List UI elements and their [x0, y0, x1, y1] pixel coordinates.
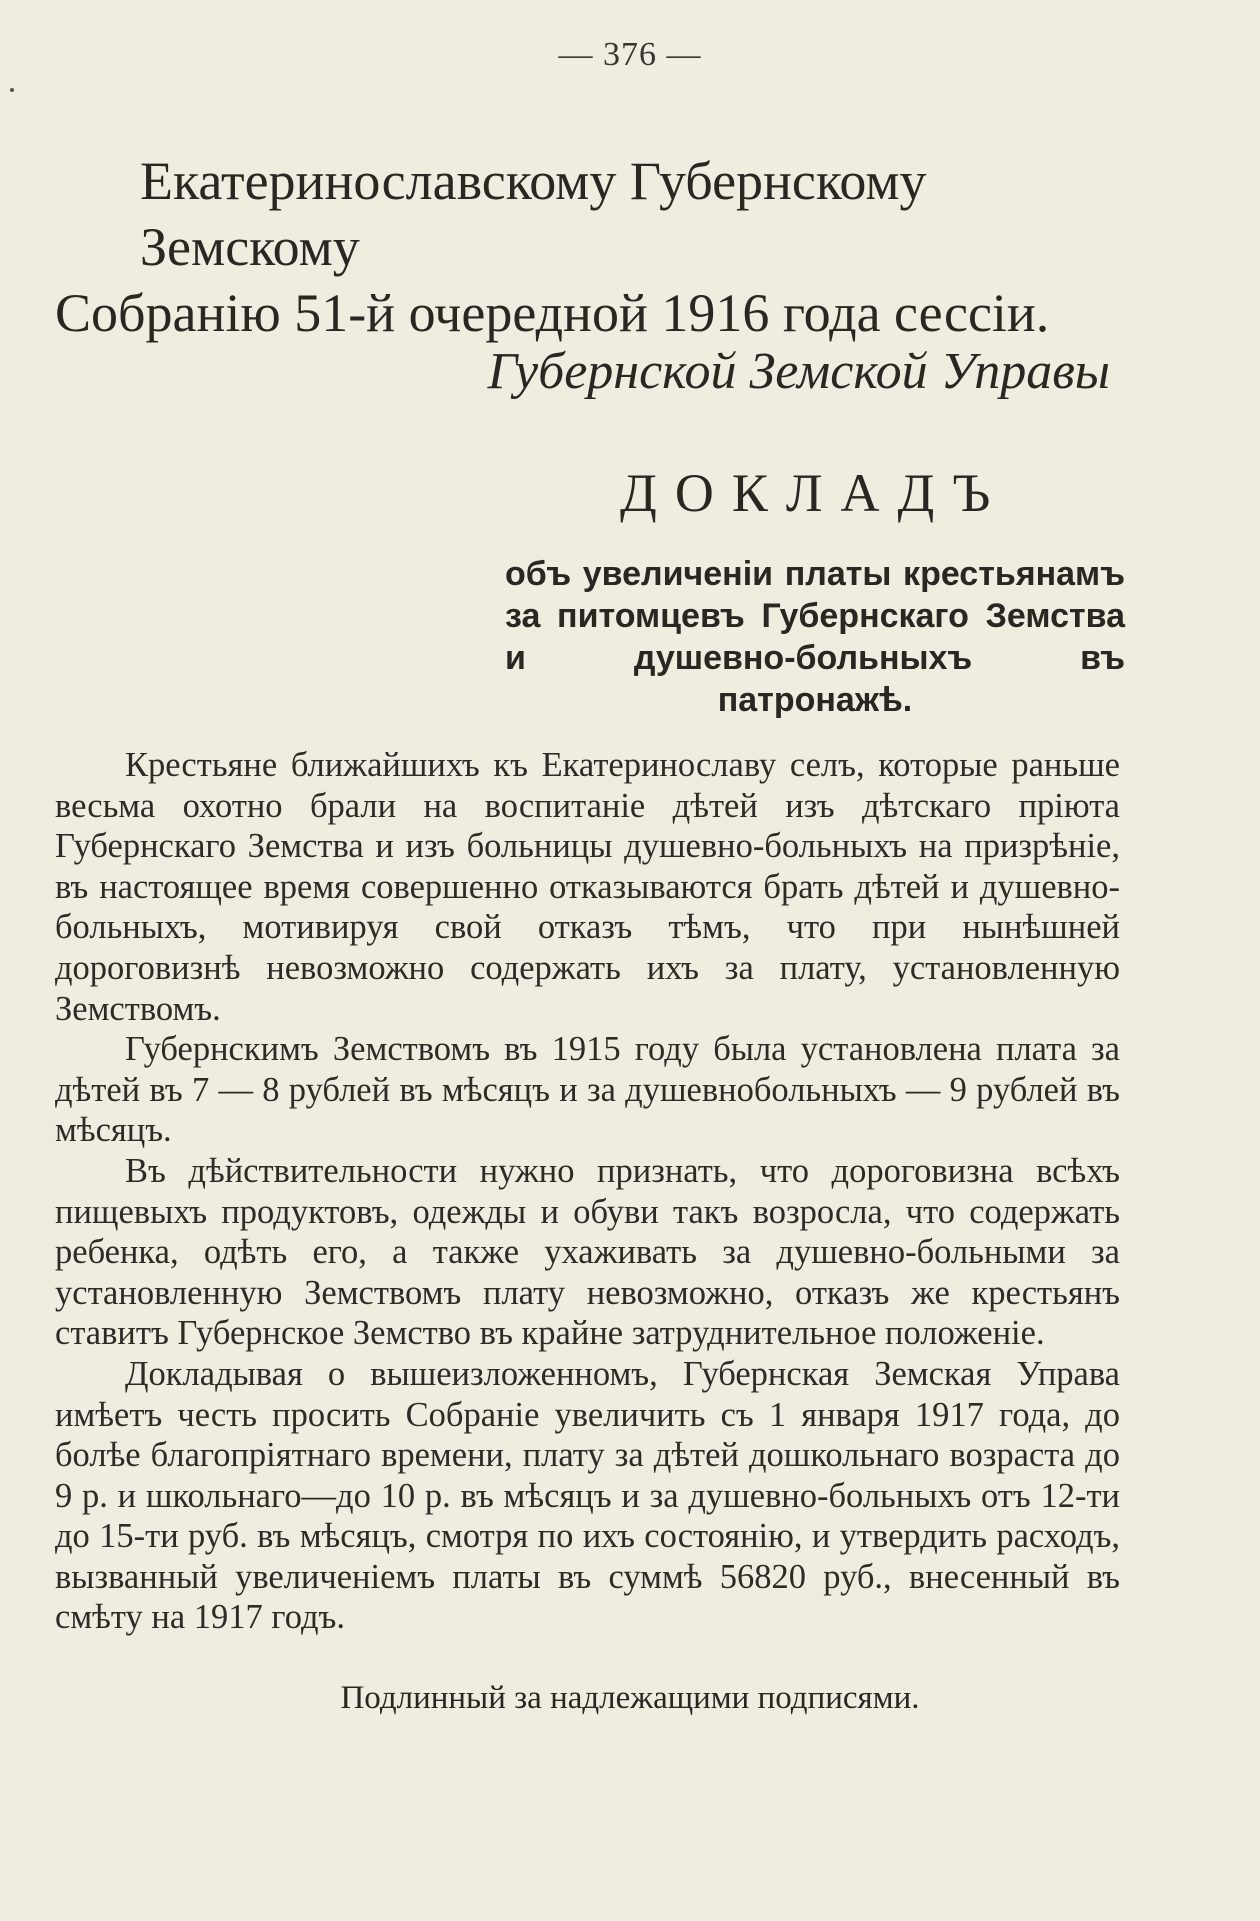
paragraph: Докладывая о вышеизложенномъ, Губернская Земская Управа имѣетъ честь просить Собраніе увеличить съ 1 января 1917 года, до болѣе благопріятнаго времени, плату за дѣтей дошкольнаго возраста до 9 р. и школьнаго—до 10 р. въ мѣсяцъ и за душевно-больныхъ отъ 12-ти до 15-ти руб. въ мѣсяцъ, смотря по ихъ состоянію, и утвердить расходъ, вызванный увеличеніемъ платы въ суммѣ 56820 руб., внесенный въ смѣту на 1917 годъ. — [55, 1354, 1120, 1637]
paragraph: Крестьяне ближайшихъ къ Екатеринославу селъ, которые раньше весьма охотно брали на воспитаніе дѣтей изъ дѣтскаго пріюта Губернскаго Земства и изъ больницы душевно-больныхъ на призрѣніе, въ настоящее время совершенно отказываются брать дѣтей и душевно-больныхъ, мотивируя свой отказъ тѣмъ, что при нынѣшней дороговизнѣ невозможно содержать ихъ за плату, установленную Земствомъ. — [55, 746, 1120, 1028]
document-body — [55, 745, 1120, 1638]
document-subject: объ увеличеніи платы крестьянамъ за питомцевъ Губернскаго Земства и душевно-больныхъ въ патронажѣ. — [505, 555, 1125, 719]
signature-note: Подлинный за надлежащими подписями. — [340, 1680, 920, 1716]
addressee — [55, 148, 1115, 346]
print-speck — [10, 88, 14, 92]
paragraph: Губернскимъ Земствомъ въ 1915 году была установлена плата за дѣтей въ 7 — 8 рублей въ мѣсяцъ и за душевнобольныхъ — 9 рублей въ мѣсяцъ. — [55, 1030, 1120, 1150]
issuer: Губернской Земской Управы — [487, 343, 1110, 400]
addressee-line-1: Екатеринославскому Губернскому Земскому — [140, 151, 927, 277]
page-number: — 376 — — [558, 36, 702, 73]
document-title: ДОКЛАДЪ — [620, 463, 1009, 523]
addressee-line-2: Собранію 51-й очередной 1916 года сессіи. — [55, 283, 1050, 343]
paragraph: Въ дѣйствительности нужно признать, что дороговизна всѣхъ пищевыхъ продуктовъ, одежды и обуви такъ возросла, что содержать ребенка, одѣть его, а также ухаживать за душевно-больными за установленную Земствомъ плату невозможно, отказъ же крестьянъ ставитъ Губернское Земство въ крайне затруднительное положеніе. — [55, 1151, 1120, 1353]
